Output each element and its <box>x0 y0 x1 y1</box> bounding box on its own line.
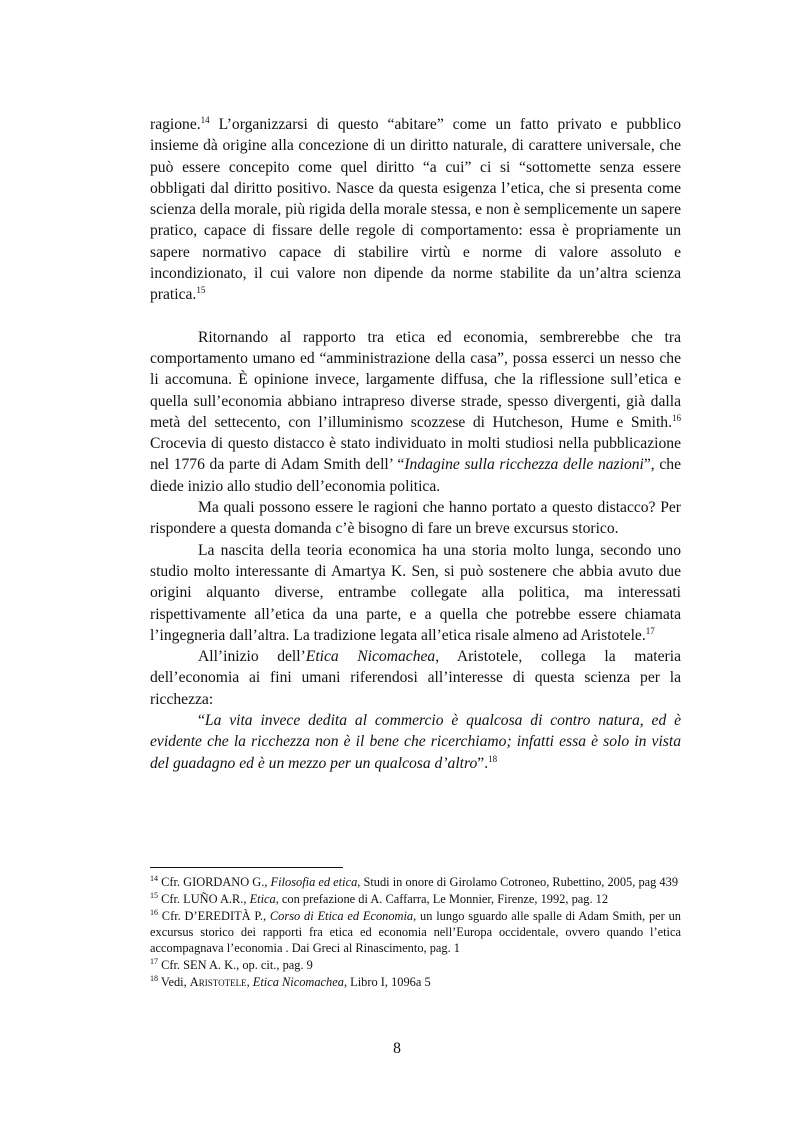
footnote-18 <box>150 974 681 990</box>
footnote-text: , <box>246 975 253 989</box>
footnote-number: 14 <box>150 873 158 883</box>
footnote-text: Cfr. LUÑO A.R., <box>158 892 250 906</box>
footnote-number: 17 <box>150 956 158 966</box>
page-number: 8 <box>393 1040 401 1057</box>
footnote-17 <box>150 957 681 973</box>
body-text <box>150 114 681 774</box>
author-name: Aristotele <box>189 975 247 989</box>
footnote-title: Filosofia ed etica <box>270 875 358 889</box>
footnotes <box>150 874 681 991</box>
footnote-15 <box>150 891 681 907</box>
paragraph-3: Ma quali possono essere le ragioni che hanno portato a questo distacco? Per rispondere a questa domanda c’è bisogno di fare un breve excursus storico. <box>150 499 681 538</box>
footnote-text: Cfr. D’EREDITÀ P., <box>158 909 270 923</box>
quote-mark: “ <box>198 712 205 730</box>
footnote-text: Cfr. GIORDANO G., <box>158 875 271 889</box>
paragraph-text: , Aristotele, collega la materia dell’economia ai fini umani riferendosi all’interesse di questa scienza per la ricchezza: <box>150 648 681 708</box>
footnote-ref-17[interactable]: 17 <box>645 625 655 636</box>
footnote-text: Cfr. SEN A. K., op. cit., pag. 9 <box>158 958 313 972</box>
footnote-text: , un lungo sguardo alle spalle di Adam Smith, per un excursus storico dei rapporti fra etica ed economia nell’Europa occidentale, ovvero quando l’etica accompagnava l’economia . Dai Greci al Rinascimento, pag. 1 <box>150 909 681 955</box>
footnote-16 <box>150 908 681 956</box>
paragraph-4 <box>150 540 681 646</box>
footnote-number: 18 <box>150 973 158 983</box>
footnote-14 <box>150 874 681 890</box>
footnote-ref-18[interactable]: 18 <box>488 753 498 764</box>
quotation <box>150 710 681 774</box>
footnote-title: Corso di Etica ed Economia <box>269 909 414 923</box>
footnote-number: 16 <box>150 907 158 917</box>
paragraph-text: Crocevia di questo distacco è stato individuato in molti studiosi nella pubblicazione nel 1776 da parte di Adam Smith dell’ “ <box>150 435 681 474</box>
paragraph-text: ”, che diede inizio allo studio dell’economia politica. <box>150 456 681 495</box>
paragraph-text: ragione. <box>150 116 201 133</box>
footnote-ref-16[interactable]: 16 <box>672 412 681 423</box>
footnote-ref-14[interactable]: 14 <box>200 114 210 125</box>
book-title: Etica Nicomachea <box>305 648 436 666</box>
footnote-text: , Studi in onore di Girolamo Cotroneo, Rubettino, 2005, pag 439 <box>357 875 679 889</box>
footnote-separator <box>150 867 343 868</box>
quote-text: La vita invece dedita al commercio è qualcosa di contro natura, ed è evidente che la ricchezza non è il bene che ricerchiamo; infatti essa è solo in vista del guadagno ed è un mezzo per un qualcosa d’altro <box>150 712 681 772</box>
paragraph-text: L’organizzarsi di questo “abitare” come un fatto privato e pubblico insieme dà origine alla concezione di un diritto naturale, di carattere universale, che può essere concepito come quel diritto “a cui” ci si “sottomette senza essere obbligati dal diritto positivo. Nasce da questa esigenza l’etica, che si presenta come scienza della morale, più rigida della morale stessa, e non è semplicemente un sapere pratico, capace di fissare delle regole di comportamento: essa è propriamente un sapere normativo capace di stabilire virtù e norme di valore assoluto e incondizionato, il cui valore non dipende da norme stabilite da un’altra scienza pratica. <box>150 116 681 304</box>
paragraph-5 <box>150 646 681 710</box>
footnote-title: Etica <box>249 892 276 906</box>
paragraph-text: La nascita della teoria economica ha una storia molto lunga, secondo uno studio molto interessante di Amartya K. Sen, si può sostenere che abbia avuto due origini alquanto diverse, entrambe collegate alla politica, ma interessati rispettivamente all’etica da una parte, e a quella che potrebbe essere chiamata l’ingegneria dall’altra. La tradizione legata all’etica risale almeno ad Aristotele. <box>150 541 681 644</box>
book-title: Indagine sulla ricchezza delle nazioni <box>404 456 644 474</box>
footnote-text: , con prefazione di A. Caffarra, Le Monnier, Firenze, 1992, pag. 12 <box>275 892 609 906</box>
paragraph-text: All’inizio dell’ <box>198 648 306 666</box>
paragraph-gap <box>150 306 681 327</box>
paragraph-2 <box>150 327 681 497</box>
paragraph-text: Ritornando al rapporto tra etica ed economia, sembrerebbe che tra comportamento umano ed “amministrazione della casa”, possa esserci un nesso che li accomuna. È opinione invece, largamente diffusa, che la riflessione sull’etica e quella sull’economia abbiano intrapreso diverse strade, spesso divergenti, già dalla metà del settecento, con l’illuminismo scozzese di Hutcheson, Hume e Smith. <box>150 328 681 431</box>
footnote-title: Etica Nicomachea <box>252 975 344 989</box>
footnote-number: 15 <box>150 890 158 900</box>
footnote-text: , Libro I, 1096a 5 <box>343 975 431 989</box>
paragraph-1 <box>150 114 681 306</box>
footnote-text: Vedi, <box>158 975 190 989</box>
footnote-ref-15[interactable]: 15 <box>196 285 206 296</box>
quote-mark: ”. <box>477 754 489 772</box>
